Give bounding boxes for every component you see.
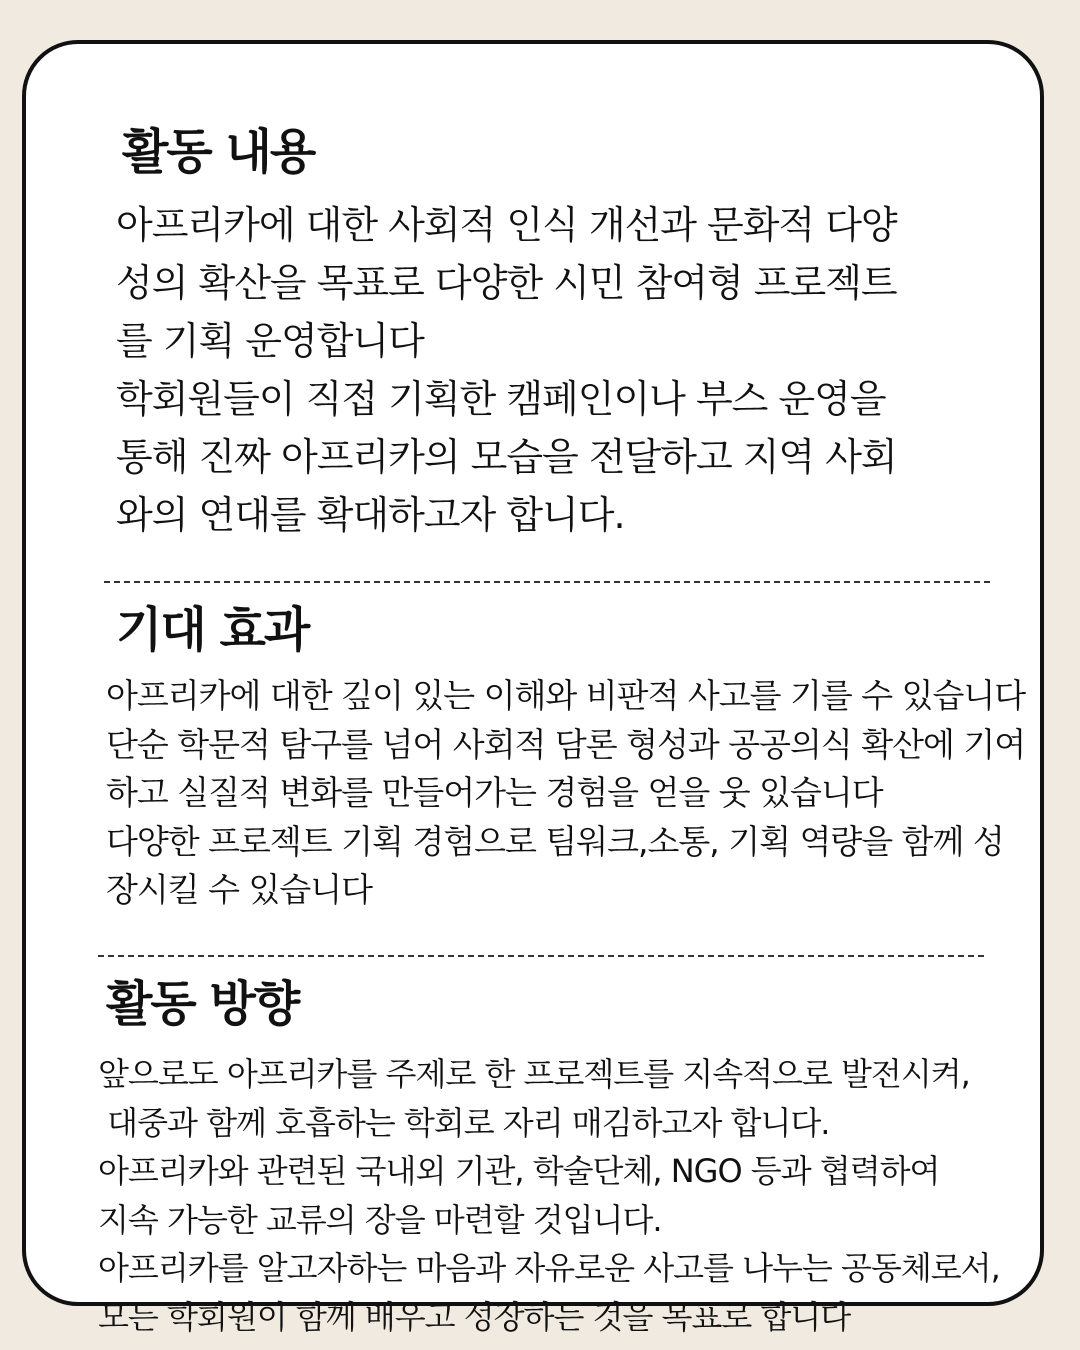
- body-line: 아프리카에 대한 깊이 있는 이해와 비판적 사고를 기를 수 있습니다: [106, 676, 1026, 715]
- body-line: 대중과 함께 호흡하는 학회로 자리 매김하고자 합니다.: [98, 1103, 830, 1142]
- section-body-expected-effects: [106, 672, 1025, 915]
- body-line: 통해 진짜 아프리카의 모습을 전달하고 지역 사회: [116, 435, 897, 479]
- body-line: 지속 가능한 교류의 장을 마련할 것입니다.: [98, 1200, 662, 1239]
- body-line: 다양한 프로젝트 기획 경험으로 팀워크,소통, 기획 역량을 함께 성: [106, 821, 1004, 861]
- content-card: [22, 40, 1044, 1336]
- body-line: 앞으로도 아프리카를 주제로 한 프로젝트를 지속적으로 발전시켜,: [98, 1055, 970, 1093]
- section-body-activity-direction: [98, 1050, 1000, 1342]
- body-line: 아프리카와 관련된 국내외 기관, 학술단체, NGO 등과 협력하여: [98, 1152, 940, 1191]
- body-line: 아프리카에 대한 사회적 인식 개선과 문화적 다양: [116, 203, 897, 247]
- section-title-expected-effects: 기대 효과: [116, 602, 309, 658]
- body-line: 학회원들이 직접 기획한 캠페인이나 부스 운영을: [116, 377, 886, 421]
- body-line: 아프리카를 알고자하는 마음과 자유로운 사고를 나누는 공동체로서,: [98, 1249, 1000, 1288]
- body-line: 장시킬 수 있습니다: [106, 870, 373, 909]
- dashed-divider: [104, 581, 990, 583]
- body-line: 와의 연대를 확대하고자 합니다.: [116, 493, 625, 537]
- body-line: 단순 학문적 탐구를 넘어 사회적 담론 형성과 공공의식 확산에 기여: [106, 724, 1026, 764]
- body-line: 하고 실질적 변화를 만들어가는 경험을 얻을 웃 있습니다: [106, 773, 883, 812]
- section-body-activity-content: [116, 196, 897, 544]
- body-line: 성의 확산을 목표로 다양한 시민 참여형 프로젝트: [116, 261, 897, 305]
- body-line: 모든 학회원이 함께 배우고 성장하는 것을 목표로 합니다: [98, 1297, 851, 1336]
- section-title-activity-content: 활동 내용: [122, 124, 315, 180]
- body-line: 를 기획 운영합니다: [116, 319, 424, 363]
- dashed-divider: [98, 955, 984, 957]
- section-title-activity-direction: 활동 방향: [106, 976, 299, 1032]
